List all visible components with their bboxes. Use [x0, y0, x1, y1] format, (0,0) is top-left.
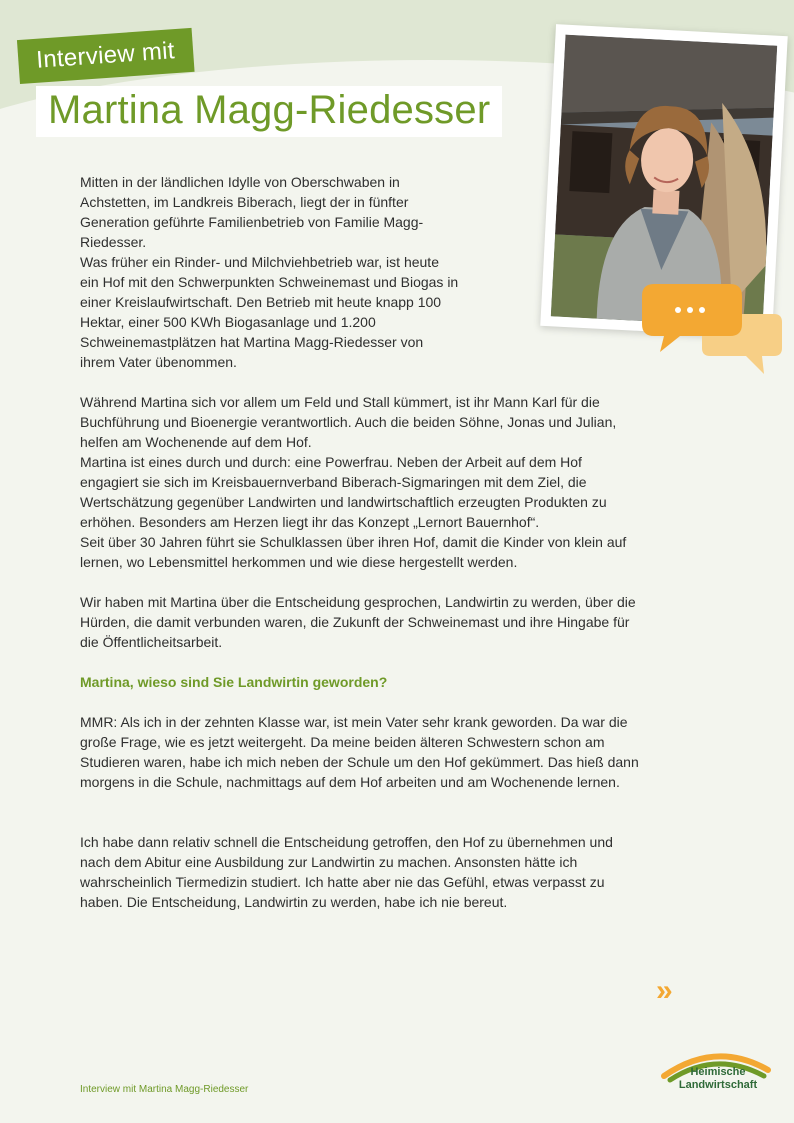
header-kicker: Interview mit: [17, 28, 194, 84]
logo-wordmark: [668, 1066, 768, 1092]
logo-line-1: Heimische: [690, 1066, 746, 1078]
logo-line-2: Landwirtschaft: [678, 1079, 758, 1091]
chat-bubble-icon: [640, 280, 744, 354]
intro-paragraph-2: Während Martina sich vor allem um Feld und Stall kümmert, ist ihr Mann Karl für die Buchführung und Bioenergie verantwortlich. Auch die beiden Söhne, Jonas und Julian, helfen am Wochenende auf dem Hof. Martina ist eines durch und durch: eine Powerfrau. Neben der Arbeit auf dem Hof engagiert sie sich im Kreisbauernverband Biberach-Sigmaringen mit dem Ziel, die Wertschätzung gegenüber Landwirten und landwirtschaftlich erzeugten Produkten zu erhöhen. Besonders am Herzen liegt ihr das Konzept „Lernort Bauernhof“. Seit über 30 Jahren führt sie Schulklassen über ihren Hof, damit die Kinder von klein auf lernen, wo Lebensmittel herkommen und wie diese hergestellt werden.: [80, 394, 627, 570]
interview-question: Martina, wieso sind Sie Landwirtin geworden?: [80, 674, 388, 690]
page-footer: Interview mit Martina Magg-Riedesser: [80, 1084, 249, 1095]
page-title: Martina Magg-Riedesser: [36, 86, 502, 137]
intro-paragraph-3: Wir haben mit Martina über die Entscheidung gesprochen, Landwirtin zu werden, über die Hürden, die damit verbunden waren, die Zukunft der Schweinemast und ihre Hingabe für die Öffentlicheitsarbeit.: [80, 594, 636, 650]
interview-answer-2: Ich habe dann relativ schnell die Entscheidung getroffen, den Hof zu übernehmen und nach dem Abitur eine Ausbildung zur Landwirtin zu machen. Ansonsten hätte ich wahrscheinlich Tiermedizin studiert. Ich hatte aber nie das Gefühl, etwas verpasst zu haben. Die Entscheidung, Landwirtin zu werden, habe ich nie bereut.: [80, 834, 613, 910]
interview-answer-1: MMR: Als ich in der zehnten Klasse war, ist mein Vater sehr krank geworden. Da war die große Frage, wie es jetzt weitergeht. Da meine beiden älteren Schwestern schon am Studieren waren, habe ich mich neben der Schule um den Hof gekümmert. Das hieß dann morgens in die Schule, nachmittags auf dem Hof arbeiten und am Wochenende lernen.: [80, 714, 639, 790]
intro-paragraph-1: Mitten in der ländlichen Idylle von Oberschwaben in Achstetten, im Landkreis Biberach, liegt der in fünfter Generation geführte Familienbetrieb von Familie Magg-Riedesser. Was früher ein Rinder- und Milchviehbetrieb war, ist heute ein Hof mit den Schwerpunkten Schweinemast und Biogas in einer Kreislaufwirtschaft. Den Betrieb mit heute knapp 100 Hektar, einer 500 KWh Biogasanlage und 1.200 Schweinemastplätzen hat Martina Magg-Riedesser von ihrem Vater übenommen.: [80, 174, 459, 370]
next-page-chevron-icon[interactable]: »: [656, 974, 673, 1007]
